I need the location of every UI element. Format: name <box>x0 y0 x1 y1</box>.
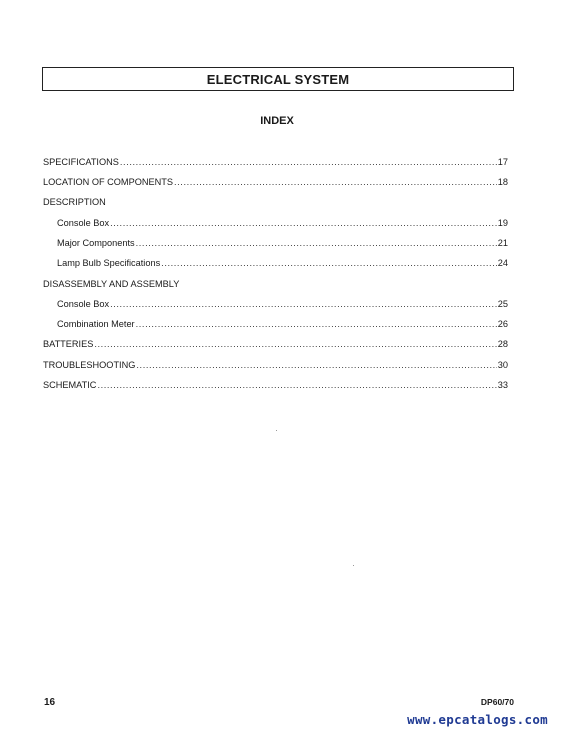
model-label: DP60/70 <box>480 697 514 707</box>
dot-leader <box>94 337 496 351</box>
toc-entry-label: Major Components <box>57 238 135 248</box>
toc-entry-page: 17 <box>497 157 508 167</box>
toc-section-disassembly-and-assembly <box>43 277 508 291</box>
dot-leader <box>136 236 497 250</box>
toc-entry-page: 18 <box>497 177 508 187</box>
dot-leader <box>110 297 497 311</box>
toc-entry-label: Console Box <box>57 218 110 228</box>
toc-entry-label: BATTERIES <box>43 339 94 349</box>
watermark: www.epcatalogs.com <box>407 712 548 727</box>
toc-entry-label: TROUBLESHOOTING <box>43 360 136 370</box>
toc-entry-page: 25 <box>497 299 508 309</box>
toc-entry-schematic[interactable] <box>43 378 508 392</box>
toc-entry-major-components[interactable] <box>57 236 508 250</box>
toc-entry-console-box[interactable] <box>57 216 508 230</box>
dot-leader <box>136 358 496 372</box>
toc-entry-lamp-bulb-specifications[interactable] <box>57 256 508 270</box>
section-title-box <box>42 67 514 91</box>
toc-entry-troubleshooting[interactable] <box>43 358 508 372</box>
toc-entry-page: 28 <box>497 339 508 349</box>
toc-entry-page: 26 <box>497 319 508 329</box>
scan-speck <box>353 565 354 566</box>
toc-entry-label: SPECIFICATIONS <box>43 157 119 167</box>
dot-leader <box>120 155 497 169</box>
toc-entry-label: LOCATION OF COMPONENTS <box>43 177 173 187</box>
dot-leader <box>174 175 497 189</box>
toc-entry-label: Console Box <box>57 299 110 309</box>
toc-entry-batteries[interactable] <box>43 337 508 351</box>
toc-entry-label: SCHEMATIC <box>43 380 97 390</box>
section-title: ELECTRICAL SYSTEM <box>206 71 350 87</box>
toc-entry-label: Lamp Bulb Specifications <box>57 258 161 268</box>
index-heading: INDEX <box>260 115 294 127</box>
dot-leader <box>110 216 497 230</box>
toc-section-description <box>43 195 508 209</box>
dot-leader <box>136 317 497 331</box>
toc-entry-page: 30 <box>497 360 508 370</box>
toc-entry-specifications[interactable] <box>43 155 508 169</box>
toc-entry-console-box-assembly[interactable] <box>57 297 508 311</box>
toc-entry-location-of-components[interactable] <box>43 175 508 189</box>
toc-entry-label: Combination Meter <box>57 319 135 329</box>
dot-leader <box>161 256 497 270</box>
page-number: 16 <box>44 697 56 708</box>
toc-entry-page: 21 <box>497 238 508 248</box>
toc-entry-combination-meter[interactable] <box>57 317 508 331</box>
dot-leader <box>97 378 496 392</box>
toc-section-label: DESCRIPTION <box>43 197 106 207</box>
toc-entry-page: 33 <box>497 380 508 390</box>
toc-entry-page: 19 <box>497 218 508 228</box>
scan-speck <box>276 430 277 431</box>
toc-section-label: DISASSEMBLY AND ASSEMBLY <box>43 279 180 289</box>
toc-entry-page: 24 <box>497 258 508 268</box>
